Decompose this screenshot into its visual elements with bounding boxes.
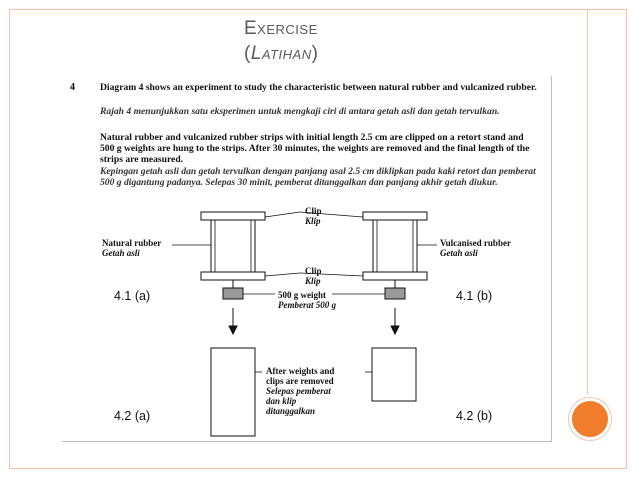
answer-label-4-2b: 4.2 (b) — [456, 409, 493, 423]
answer-label-4-2a: 4.2 (a) — [114, 409, 151, 423]
left-weight — [223, 288, 243, 299]
left-top-clip — [201, 212, 265, 220]
slide-subtitle: (Latihan) — [244, 43, 319, 64]
left-rubber-strip — [211, 220, 255, 272]
left-bottom-clip — [201, 272, 265, 280]
natural-rubber-label: Natural rubber Getah asli — [102, 238, 162, 258]
clip-top-label: Clip Klip — [305, 206, 322, 226]
question-paragraph-2: Natural rubber and vulcanized rubber strips with initial length 2.5 cm are clipped on a retort stand and 500 g weights are hung to the strips. After 30 minutes, the weights are removed and the final length of the strips are measured. — [100, 132, 530, 165]
clip-bottom-label: Clip Klip — [305, 266, 322, 286]
weight-label: 500 g weight Pemberat 500 g — [278, 290, 336, 310]
question-paragraph-1: Diagram 4 shows an experiment to study the characteristic between natural rubber and vulcanized rubber. — [100, 82, 537, 93]
question-paragraph-1-malay: Rajah 4 menunjukkan satu eksperimen untuk mengkaji ciri di antara getah asli dan getah tervulkan. — [100, 106, 500, 117]
right-top-clip — [363, 212, 427, 220]
right-bottom-clip — [363, 272, 427, 280]
left-final-strip — [211, 348, 255, 436]
after-removal-label: After weights and clips are removed Selepas pemberat dan klip ditanggalkan — [266, 366, 335, 416]
right-final-strip — [372, 348, 416, 401]
right-weight — [385, 288, 405, 299]
right-rubber-strip — [373, 220, 417, 272]
vulcanised-rubber-label: Vulcanised rubber Getah asli — [440, 238, 511, 258]
question-number: 4 — [70, 82, 75, 93]
question-paragraph-2-malay: Kepingan getah asli dan getah tervulkan dengan panjang asal 2.5 cm diklipkan pada kaki retort dan pemberat 500 g digantung padanya. Selepas 30 minit, pemberat ditanggalkan dan panjang akhir getah diukur. — [100, 166, 536, 188]
answer-label-4-1a: 4.1 (a) — [114, 289, 151, 303]
answer-label-4-1b: 4.1 (b) — [456, 289, 493, 303]
slide-title: Exercise — [244, 18, 318, 39]
